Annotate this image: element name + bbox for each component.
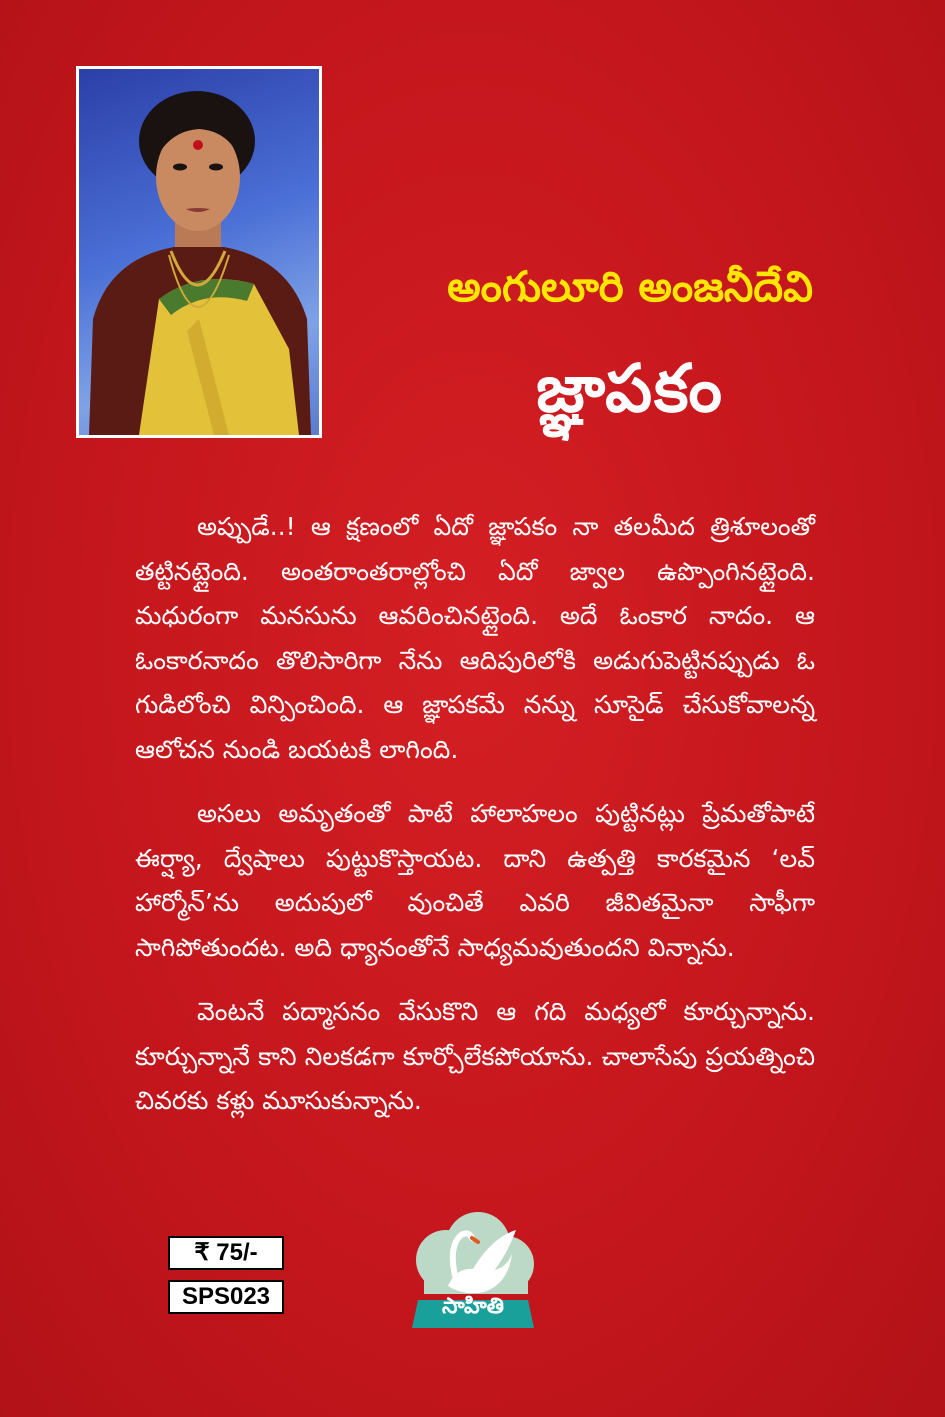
publisher-logo-text: సాహితి [442, 1294, 504, 1319]
portrait-illustration [79, 69, 319, 435]
blurb-paragraph: అప్పుడే..! ఆ క్షణంలో ఏదో జ్ఞాపకం నా తలమీద త్రిశూలంతో తట్టినట్లైంది. అంతరాంతరాల్లోంచి ఏదో జ్వాల ఉప్పొంగినట్లైంది. మధురంగా మనసును ఆవరించినట్లైంది. అదే ఓంకార నాదం. ఆ ఓంకారనాదం తొలిసారిగా నేను ఆదిపురిలోకి అడుగుపెట్టినప్పుడు ఓ గుడిలోంచి విన్పించింది. ఆ జ్ఞాపకమే నన్ను సూసైడ్ చేసుకోవాలన్న ఆలోచన నుండి బయటకి లాగింది. [135, 512, 815, 764]
blurb-paragraph: వెంటనే పద్మాసనం వేసుకొని ఆ గది మధ్యలో కూర్చున్నాను. కూర్చున్నానే కాని నిలకడగా కూర్చోలేకపోయాను. చాలాసేపు ప్రయత్నించి చివరకు కళ్లు మూసుకున్నాను. [135, 997, 815, 1115]
blurb-paragraph: అసలు అమృతంతో పాటే హాలాహలం పుట్టినట్లు ప్రేమతోపాటే ఈర్ష్యా, ద్వేషాలు పుట్టుకొస్తాయట. దాని ఉత్పత్తి కారకమైన ‘లవ్ హార్మోన్’ను అదుపులో వుంచితే ఎవరి జీవితమైనా సాఫీగా సాగిపోతుందట. అది ధ్యానంతోనే సాధ్యమవుతుందని విన్నాను. [135, 799, 815, 962]
product-code: SPS023 [168, 1280, 284, 1314]
publisher-logo [408, 1208, 538, 1338]
author-photo-frame [76, 66, 322, 438]
book-title: జ్ఞాపకం [536, 350, 724, 427]
price-label: ₹ 75/- [168, 1236, 284, 1270]
blurb-text [135, 505, 815, 1144]
author-portrait [79, 69, 319, 435]
author-name: అంగులూరి అంజనీదేవి [447, 262, 813, 311]
